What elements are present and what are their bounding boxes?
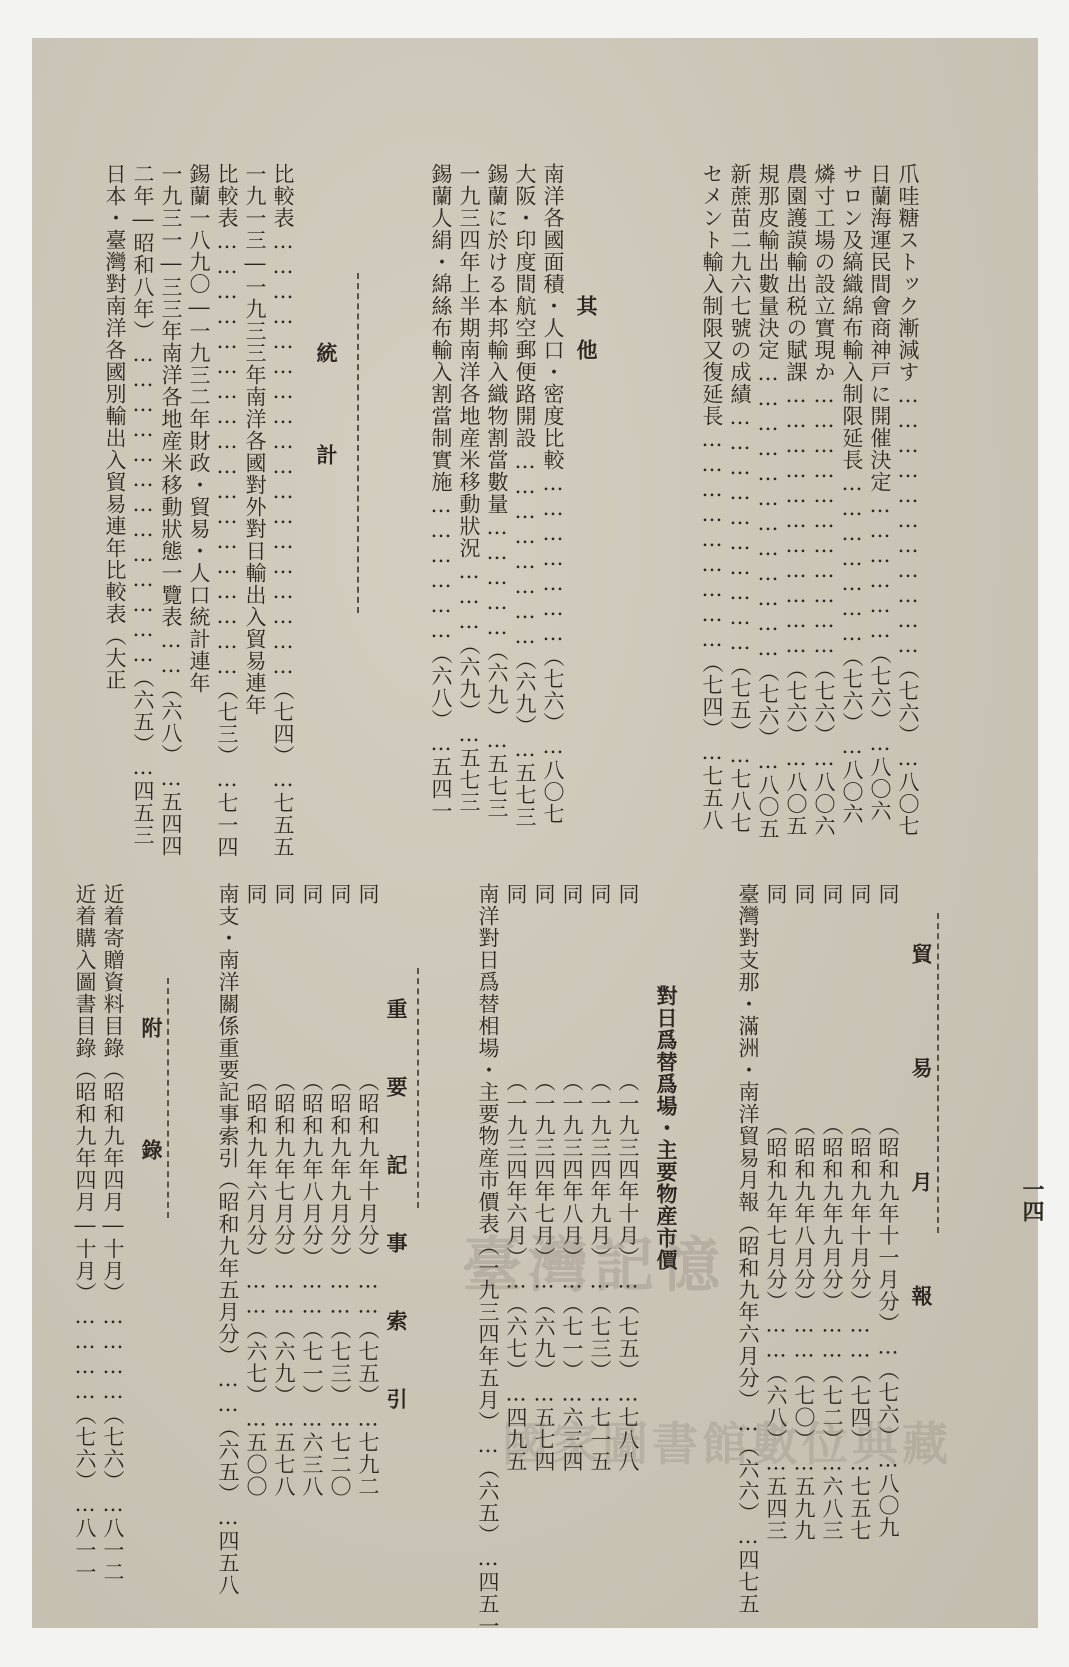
section-title-index: 重 要 記 事 索 引 xyxy=(384,998,409,1427)
page-number: 一四 xyxy=(1019,1178,1045,1222)
toc-entry: 同 （昭和九年十月分）……（七五）…七九二 xyxy=(356,883,380,1498)
section-divider xyxy=(357,273,359,613)
toc-entry: 日蘭海運民間會商神戸に開催決定………………（七六）…八〇六 xyxy=(868,163,892,822)
section-divider xyxy=(417,968,419,1208)
top-section-1 xyxy=(672,163,922,840)
toc-entry: 爪哇糖ストック漸減す……………………………（七六）…八〇七 xyxy=(896,163,920,837)
toc-entry: 同 （一九三四年八月）…（七一）…六三四 xyxy=(560,883,584,1473)
toc-entry: 近着寄贈資料目錄（昭和九年四月―十月）…………（七六）…八一二 xyxy=(101,883,125,1583)
toc-entry: 近着購入圖書目錄（昭和九年四月―十月）…………（七六）…八一一 xyxy=(73,883,97,1583)
library-watermark-caption: 國家圖書館數位典藏 xyxy=(502,1417,952,1471)
toc-entry: 臺灣對支那・滿洲・南洋貿易月報（昭和九年六月分）…（六六）…四七五 xyxy=(736,883,760,1615)
toc-entry: 比較表………………………………………………（七四）…七五五 xyxy=(271,163,295,858)
toc-entry: 錫蘭人絹・綿絲布輸入割當制實施………………（六八）…五四一 xyxy=(429,163,453,822)
toc-entry: 同 （昭和九年九月分）……（七三）…七二〇 xyxy=(328,883,352,1498)
section-title-exchange: 對日爲替爲場・主要物産市價 xyxy=(654,985,679,1271)
toc-entry: 同 （昭和九年六月分）……（六七）…五〇〇 xyxy=(244,883,268,1498)
toc-entry: 規那皮輸出數量決定………………………………（七六）…八〇五 xyxy=(756,163,780,840)
toc-entry: 一九三四年上半期南洋各地産米移動狀況………（六九）…五七三 xyxy=(457,163,481,813)
bottom-section-4 xyxy=(57,883,127,1583)
toc-entry: 同 （昭和九年十月分）……（七四）…七五七 xyxy=(848,883,872,1542)
section-divider xyxy=(937,913,939,1233)
toc-entry: 南支・南洋關係重要記事索引（昭和九年五月分）……（六五）…四五八 xyxy=(216,883,240,1596)
bottom-section-3 xyxy=(202,883,382,1596)
section-title-trade-report: 貿 易 月 報 xyxy=(909,943,934,1342)
toc-entry: 農園護謨輸出税の賦課……………………………（七六）…八〇五 xyxy=(784,163,808,837)
toc-entry: 同 （昭和九年七月分）……（六八）…五四三 xyxy=(764,883,788,1542)
toc-entry: 一九一三―一九三三年南洋各國對外對日輸出入貿易連年 xyxy=(243,163,267,716)
toc-entry: 大阪・印度間航空郵便路開設……………………（六九）…五七三 xyxy=(513,163,537,828)
library-watermark: 臺灣記憶 xyxy=(462,1231,726,1301)
toc-entry: 同 （一九三四年十月）…（七五）…七八八 xyxy=(616,883,640,1473)
toc-entry: 錫蘭に於ける本邦輸入織物割當數量……………（六九）…五七三 xyxy=(485,163,509,819)
toc-entry: 日本・臺灣對南洋各國別輸出入貿易連年比較表（大正 xyxy=(103,163,127,691)
section-title-statistics: 統 計 xyxy=(314,341,339,495)
toc-entry: セメント輸入制限又復延長………………………（七四）…七五八 xyxy=(700,163,724,831)
toc-entry: 燐寸工場の設立實現か……………………………（七六）…八〇六 xyxy=(812,163,836,837)
toc-entry: 南洋對日爲替相場・主要物産市價表（一九三四年五月）…（六五）…四五一 xyxy=(476,883,500,1637)
toc-entry: 同 （一九三四年九月）…（七三）…七一五 xyxy=(588,883,612,1473)
toc-entry: 南洋各國面積・人口・密度比較…………………（七六）…八〇七 xyxy=(541,163,565,825)
toc-entry: 同 （昭和九年九月分）……（七二）…六八三 xyxy=(820,883,844,1542)
section-title-other: 其 他 xyxy=(574,295,599,361)
toc-entry: 同 （一九三四年七月）…（六九）…五七四 xyxy=(532,883,556,1473)
toc-entry: 同 （昭和九年八月分）……（七一）…六三八 xyxy=(300,883,324,1498)
toc-entry: 同 （昭和九年十一月分）…（七六）…八〇九 xyxy=(876,883,900,1539)
toc-entry: 同 （一九三四年六月）…（六七）…四九五 xyxy=(504,883,528,1473)
top-section-2 xyxy=(387,163,567,828)
toc-entry: 同 （昭和九年七月分）……（六九）…五七八 xyxy=(272,883,296,1498)
toc-entry: サロン及縞織綿布輸入制限延長…………………（七六）…八〇六 xyxy=(840,163,864,825)
toc-entry: 新蔗苗二九六七號の成績…………………………（七五）…七八七 xyxy=(728,163,752,834)
section-title-appendix: 附 錄 xyxy=(139,1016,164,1200)
top-section-3 xyxy=(57,163,297,858)
toc-entry: 一九三一―三三年南洋各地産米移動狀態一覽表……（六八）…五四四 xyxy=(159,163,183,857)
toc-entry: 比較表………………………………………………（七三）…七一四 xyxy=(215,163,239,858)
toc-entry: 二年―昭和八年）…………………………………（六五）…四五三 xyxy=(131,163,155,846)
toc-entry: 同 （昭和九年八月分）……（七〇）…五九九 xyxy=(792,883,816,1542)
section-divider xyxy=(167,978,169,1218)
toc-entry: 錫蘭一八九〇―一九三二年財政・貿易・人口統計連年 xyxy=(187,163,211,694)
document-page xyxy=(32,38,1045,1637)
